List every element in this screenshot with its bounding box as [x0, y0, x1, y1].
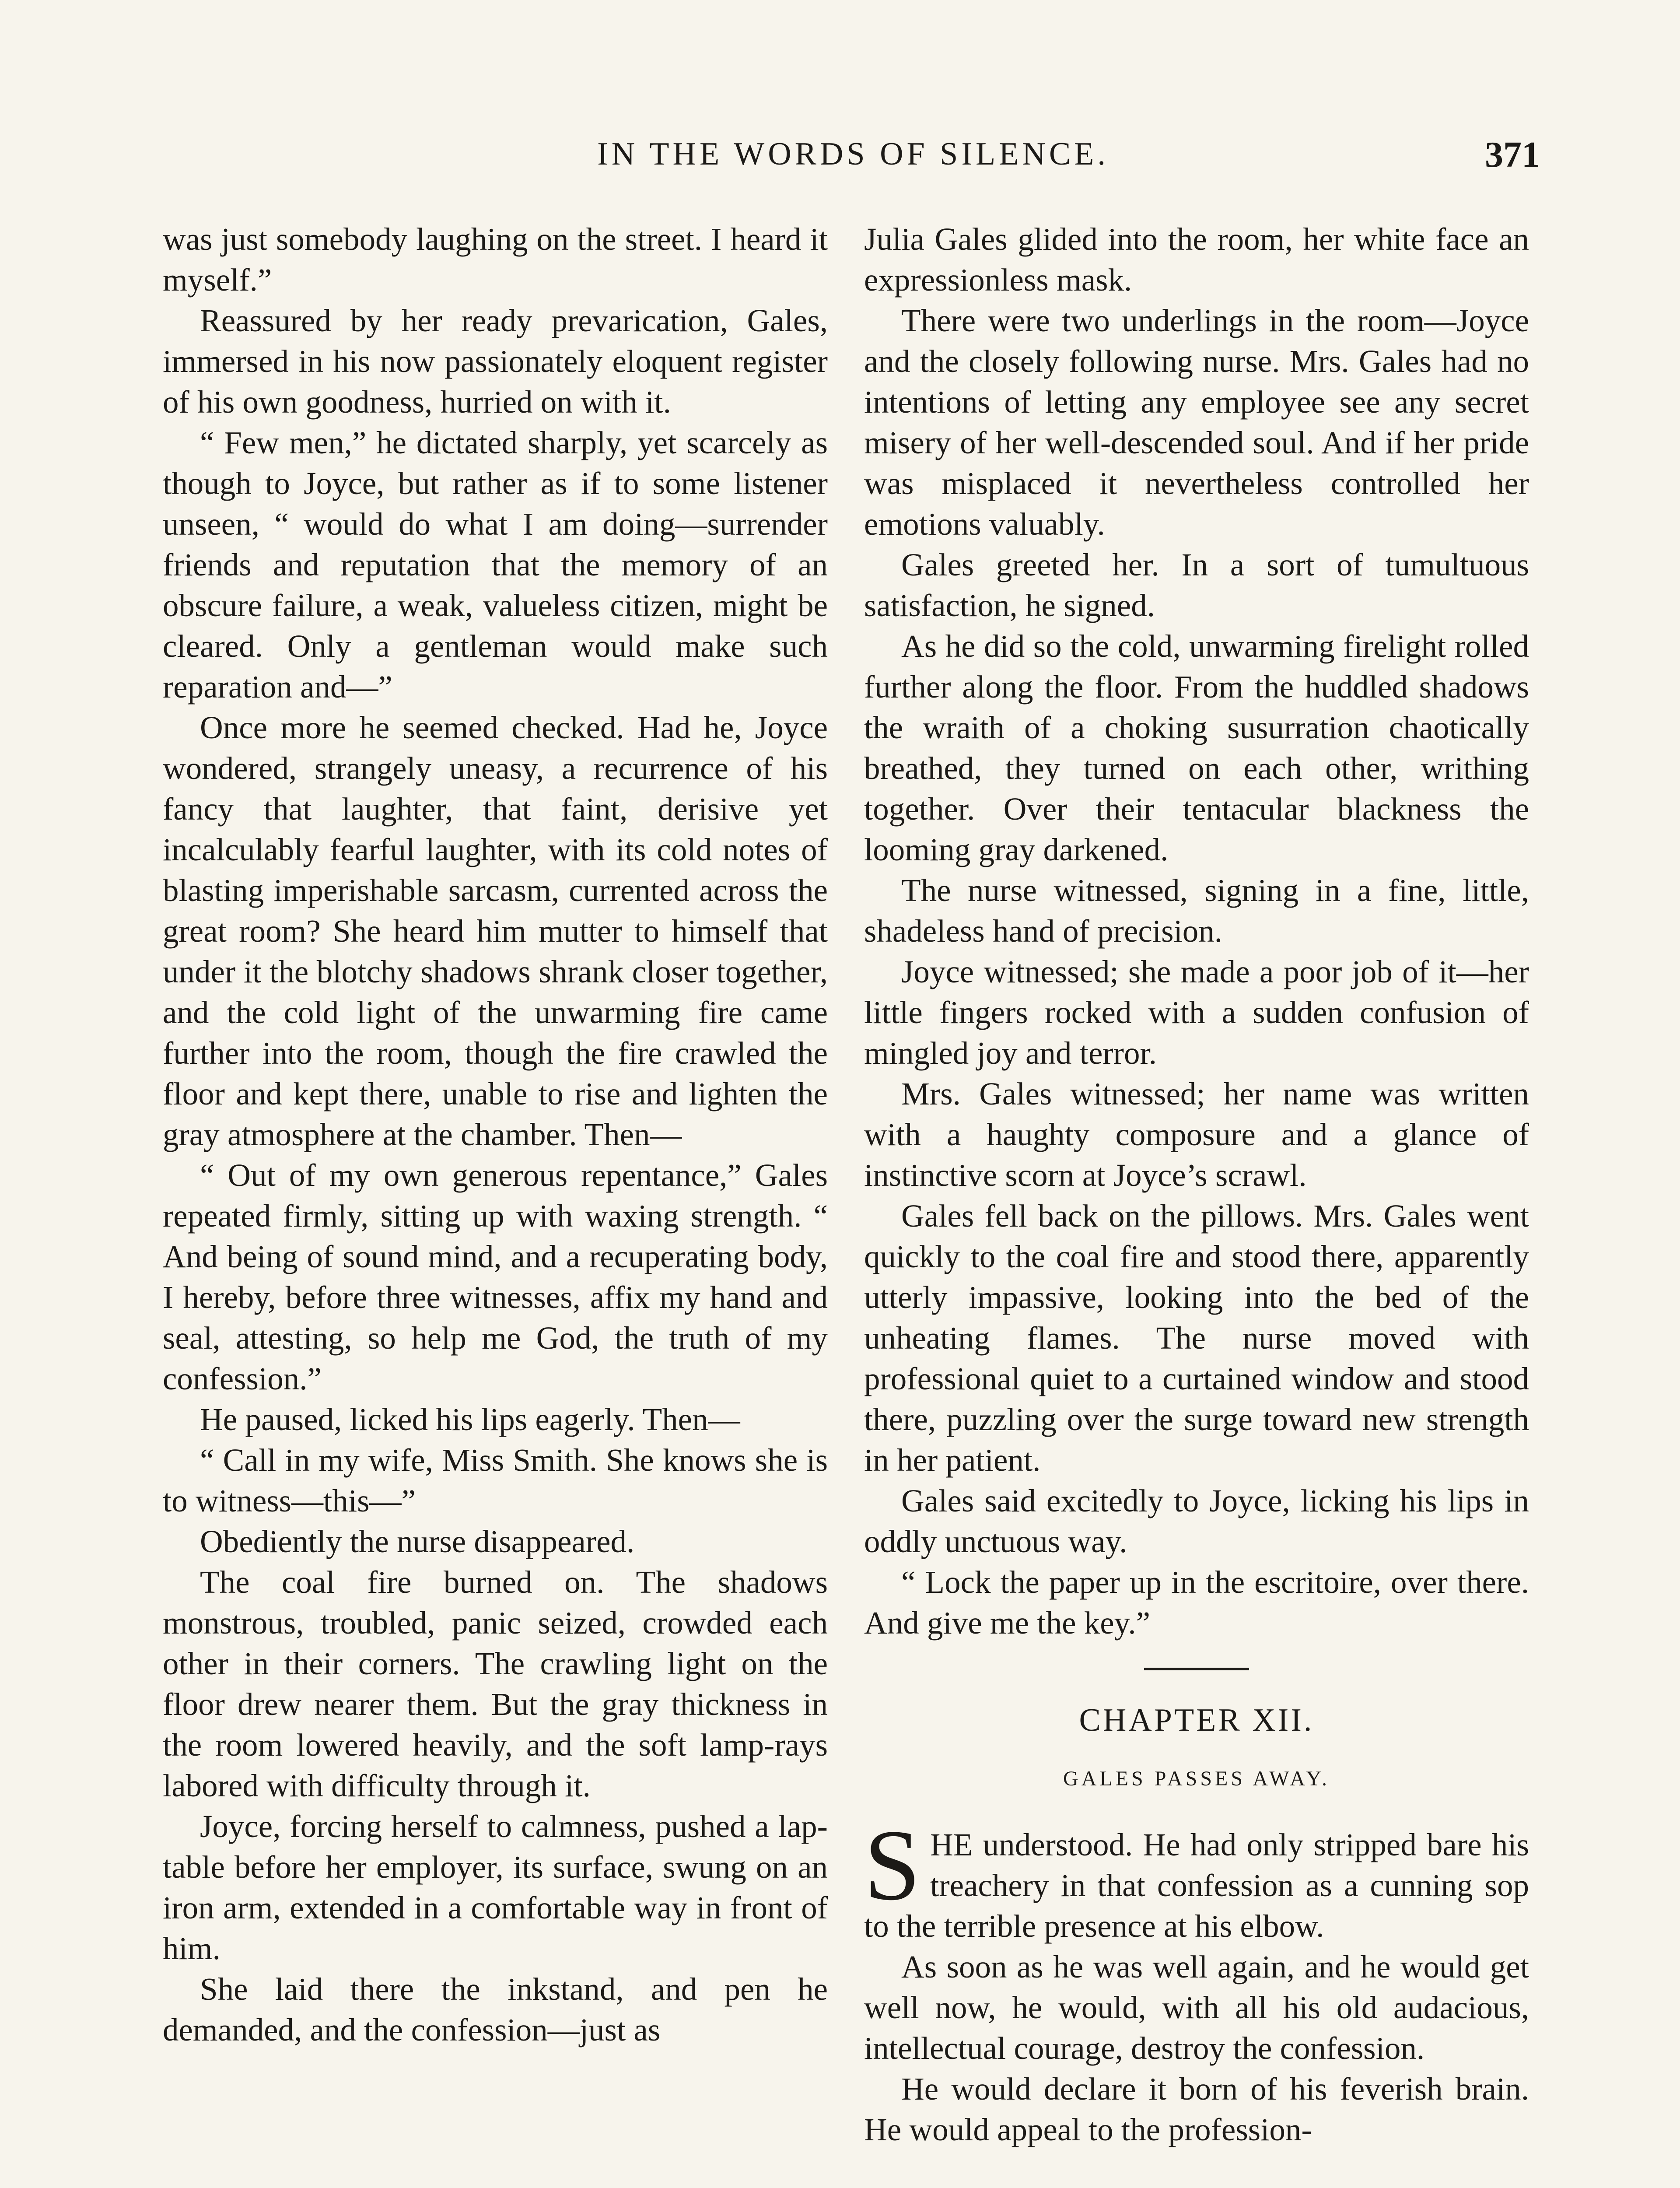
paragraph: As he did so the cold, unwarming firelight rolled further along the floor. From the huddled shadows the wraith of a choking susurration chaotically breathed, they turned on each other, writhing together. Over their tentacular blackness the looming gray darkened.	[864, 628, 1529, 867]
right-column	[864, 219, 1529, 2150]
paragraph: Gales fell back on the pillows. Mrs. Gales went quickly to the coal fire and stood there, apparently utterly impassive, looking into the bed of the unheating flames. The nurse moved with professional quiet to a curtained window and stood there, puzzling over the surge toward new strength in her patient.	[864, 1198, 1529, 1478]
chapter-first-paragraph	[864, 1809, 1529, 1946]
paragraph: Gales greeted her. In a sort of tumultuous satisfaction, he signed.	[864, 547, 1529, 623]
paragraph: “ Lock the paper up in the escritoire, over there. And give me the key.”	[864, 1564, 1529, 1641]
paragraph: He would declare it born of his feverish brain. He would appeal to the profession-	[864, 2071, 1529, 2147]
paragraph: “ Call in my wife, Miss Smith. She knows she is to witness—this—”	[163, 1442, 828, 1518]
paragraph: was just somebody laughing on the street. I heard it myself.”	[163, 221, 828, 298]
paragraph: “ Out of my own generous repentance,” Gales repeated firmly, sitting up with waxing strength. “ And being of sound mind, and a recuperating body, I hereby, before three witnesses, affix my hand and seal, attesting, so help me God, the truth of my confession.”	[163, 1157, 828, 1396]
paragraph: As soon as he was well again, and he would get well now, he would, with all his old audacious, intellectual courage, destroy the confession.	[864, 1949, 1529, 2066]
paragraph: The coal fire burned on. The shadows monstrous, troubled, panic seized, crowded each other in their corners. The crawling light on the floor drew nearer them. But the gray thickness in the room lowered heavily, and the soft lamp-rays labored with difficulty through it.	[163, 1564, 828, 1803]
paragraph: The nurse witnessed, signing in a fine, little, shadeless hand of precision.	[864, 873, 1529, 949]
paragraph: Joyce witnessed; she made a poor job of it—her little fingers rocked with a sudden confusion of mingled joy and terror.	[864, 954, 1529, 1071]
paragraph-text: HE understood. He had only stripped bare his treachery in that confession as a cunning sop to the terrible presence at his elbow.	[864, 1827, 1529, 1944]
chapter-subtitle: GALES PASSES AWAY.	[1063, 1767, 1330, 1790]
paragraph: Julia Gales glided into the room, her white face an expressionless mask.	[864, 221, 1529, 298]
paragraph: Reassured by her ready prevarication, Gales, immersed in his now passionately eloquent register of his own goodness, hurried on with it.	[163, 303, 828, 420]
paragraph: Once more he seemed checked. Had he, Joyce wondered, strangely uneasy, a recurrence of his fancy that laughter, that faint, derisive yet incalculably fearful laughter, with its cold notes of blasting imperishable sarcasm, currented across the great room? She heard him mutter to himself that under it the blotchy shadows shrank closer together, and the cold light of the unwarming fire came further into the room, though the fire crawled the floor and kept there, unable to rise and lighten the gray atmosphere at the chamber. Then—	[163, 710, 828, 1152]
paragraph: Obediently the nurse disappeared.	[200, 1524, 635, 1559]
paragraph: “ Few men,” he dictated sharply, yet scarcely as though to Joyce, but rather as if to some listener unseen, “ would do what I am doing—surrender friends and reputation that the memory of an obscure failure, a weak, valueless citizen, might be cleared. Only a gentleman would make such reparation and—”	[163, 425, 828, 705]
drop-cap: S	[864, 1809, 921, 1922]
paragraph: He paused, licked his lips eagerly. Then—	[200, 1402, 740, 1437]
paragraph: Mrs. Gales witnessed; her name was written with a haughty composure and a glance of instinctive scorn at Joyce’s scrawl.	[864, 1076, 1529, 1193]
left-column	[163, 219, 828, 2050]
section-divider	[1144, 1668, 1249, 1670]
running-title: IN THE WORDS OF SILENCE.	[597, 136, 1109, 172]
page-number: 371	[1485, 134, 1540, 175]
paragraph: Joyce, forcing herself to calmness, pushed a lap-table before her employer, its surface, swung on an iron arm, extended in a comfortable way in front of him.	[163, 1809, 828, 1966]
paragraph: Gales said excitedly to Joyce, licking his lips in oddly unctuous way.	[864, 1483, 1529, 1559]
chapter-title: CHAPTER XII.	[1079, 1702, 1314, 1738]
paragraph: She laid there the inkstand, and pen he demanded, and the confession—just as	[163, 1971, 828, 2048]
paragraph: There were two underlings in the room—Joyce and the closely following nurse. Mrs. Gales had no intentions of letting any employee see any secret misery of her well-descended soul. And if her pride was misplaced it nevertheless controlled her emotions valuably.	[864, 303, 1529, 542]
